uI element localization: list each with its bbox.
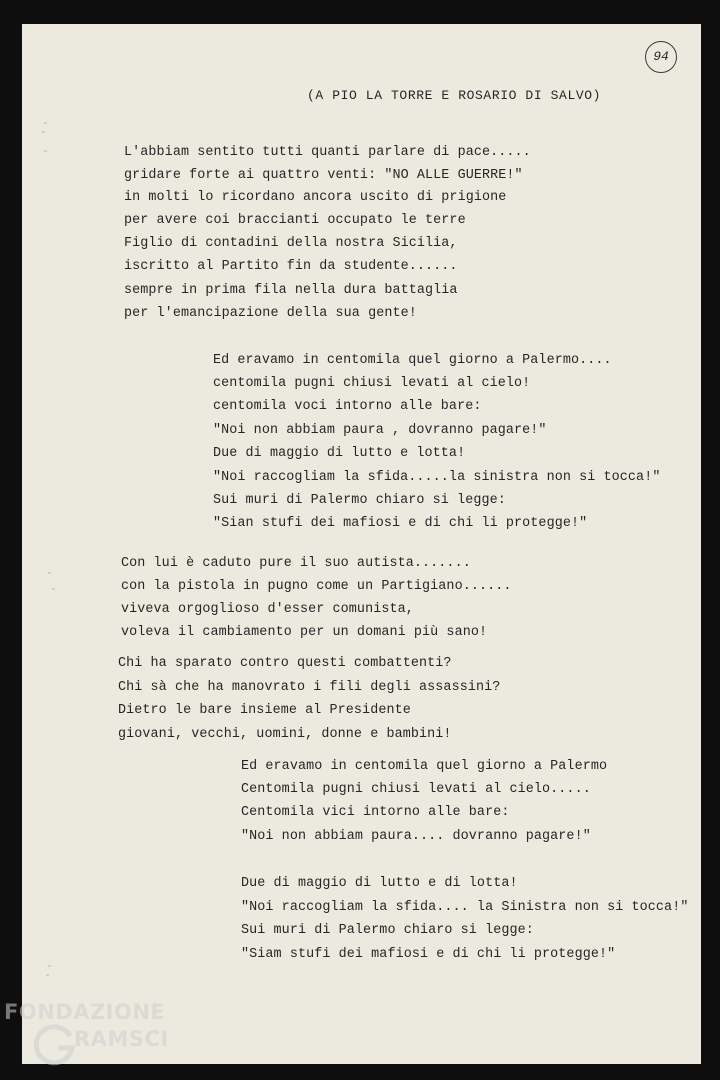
poem-line: con la pistola in pugno come un Partigiano......	[121, 579, 512, 594]
refrain-line: Sui muri di Palermo chiaro si legge:	[241, 923, 534, 938]
refrain-line: "Noi non abbiam paura.... dovranno pagare!"	[241, 829, 591, 844]
refrain-line: Sui muri di Palermo chiaro si legge:	[213, 493, 506, 508]
poem-line: Con lui è caduto pure il suo autista.......	[121, 556, 471, 571]
refrain-line: Centomila vici intorno alle bare:	[241, 805, 510, 820]
refrain-line: centomila pugni chiusi levati al cielo!	[213, 376, 531, 391]
margin-speck	[42, 131, 45, 133]
poem-line: per l'emancipazione della sua gente!	[124, 306, 417, 321]
refrain-line: "Noi raccogliam la sfida.....la sinistra non si tocca!"	[213, 470, 661, 485]
margin-speck	[46, 974, 49, 976]
refrain-line: centomila voci intorno alle bare:	[213, 399, 482, 414]
poem-line: gridare forte ai quattro venti: "NO ALLE GUERRE!"	[124, 168, 523, 183]
refrain-line: "Noi raccogliam la sfida.... la Sinistra non si tocca!"	[241, 900, 689, 915]
poem-line: Figlio di contadini della nostra Sicilia,	[124, 236, 458, 251]
refrain-line: Centomila pugni chiusi levati al cielo.....	[241, 782, 591, 797]
poem-line: per avere coi braccianti occupato le terre	[124, 213, 466, 228]
refrain-line: Ed eravamo in centomila quel giorno a Palermo	[241, 759, 608, 774]
poem-line: L'abbiam sentito tutti quanti parlare di pace.....	[124, 145, 531, 160]
watermark-line1: FONDAZIONE	[4, 1000, 166, 1024]
page-number-circle: 94	[645, 41, 677, 73]
poem-line: sempre in prima fila nella dura battaglia	[124, 283, 458, 298]
margin-speck	[44, 150, 47, 152]
margin-speck	[48, 572, 51, 574]
poem-line: Dietro le bare insieme al Presidente	[118, 703, 411, 718]
poem-line: voleva il cambiamento per un domani più sano!	[121, 625, 488, 640]
poem-title: (A PIO LA TORRE E ROSARIO DI SALVO)	[307, 88, 602, 103]
fondazione-gramsci-watermark	[4, 1000, 184, 1076]
margin-speck	[48, 965, 51, 967]
poem-line: Chi ha sparato contro questi combattenti?	[118, 656, 452, 671]
poem-line: giovani, vecchi, uomini, donne e bambini!	[118, 727, 452, 742]
refrain-line: Due di maggio di lutto e di lotta!	[241, 876, 518, 891]
refrain-line: "Noi non abbiam paura , dovranno pagare!"	[213, 423, 547, 438]
margin-speck	[44, 122, 47, 124]
poem-line: in molti lo ricordano ancora uscito di prigione	[124, 190, 507, 205]
refrain-line: Due di maggio di lutto e lotta!	[213, 446, 466, 461]
poem-line: iscritto al Partito fin da studente......	[124, 259, 458, 274]
refrain-line: Ed eravamo in centomila quel giorno a Palermo....	[213, 353, 612, 368]
margin-speck	[52, 588, 55, 590]
poem-line: viveva orgoglioso d'esser comunista,	[121, 602, 414, 617]
poem-line: Chi sà che ha manovrato i fili degli assassini?	[118, 680, 501, 695]
refrain-line: "Siam stufi dei mafiosi e di chi li protegge!"	[241, 947, 616, 962]
watermark-line2: RAMSCI	[74, 1027, 169, 1051]
refrain-line: "Sian stufi dei mafiosi e di chi li protegge!"	[213, 516, 588, 531]
gramsci-g-logo-icon	[32, 1024, 76, 1068]
